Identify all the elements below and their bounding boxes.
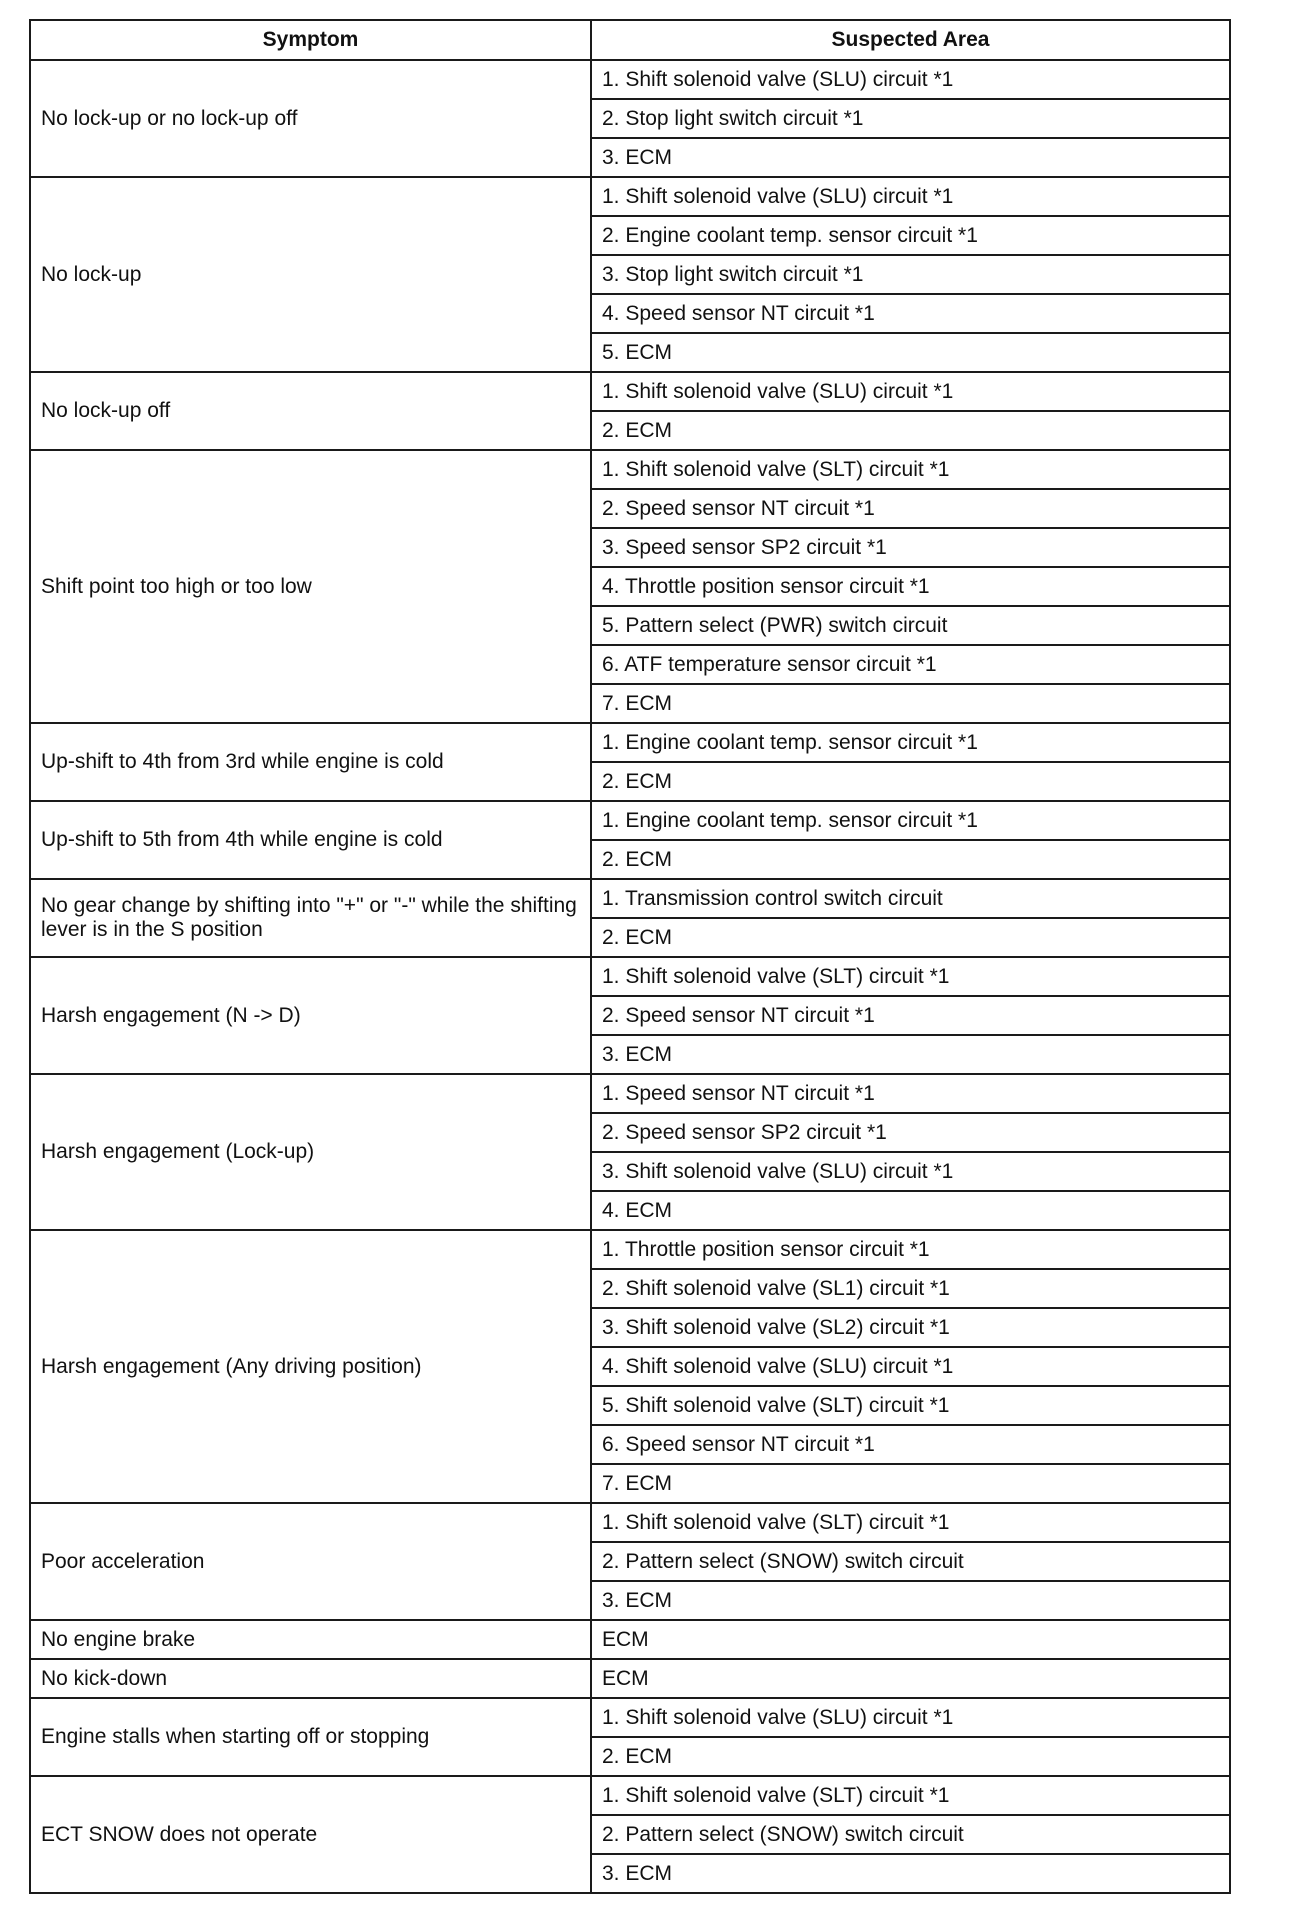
symptom-cell: No lock-up bbox=[30, 177, 591, 372]
suspected-area-cell: 1. Shift solenoid valve (SLU) circuit *1 bbox=[591, 1698, 1230, 1737]
suspected-area-cell: 2. ECM bbox=[591, 762, 1230, 801]
table-row bbox=[30, 1230, 1230, 1269]
table-row bbox=[30, 1698, 1230, 1737]
header-row bbox=[30, 20, 1230, 60]
suspected-area-cell: 2. ECM bbox=[591, 918, 1230, 957]
suspected-area-cell: 7. ECM bbox=[591, 684, 1230, 723]
symptom-header: Symptom bbox=[30, 20, 591, 60]
table-body bbox=[30, 60, 1230, 1893]
suspected-area-cell: 2. ECM bbox=[591, 1737, 1230, 1776]
symptom-cell: Up-shift to 5th from 4th while engine is cold bbox=[30, 801, 591, 879]
table-row bbox=[30, 177, 1230, 216]
suspected-area-cell: 1. Shift solenoid valve (SLU) circuit *1 bbox=[591, 372, 1230, 411]
suspected-area-cell: 3. ECM bbox=[591, 138, 1230, 177]
suspected-area-cell: 4. Throttle position sensor circuit *1 bbox=[591, 567, 1230, 606]
suspected-area-cell: ECM bbox=[591, 1659, 1230, 1698]
suspected-area-cell: 2. Pattern select (SNOW) switch circuit bbox=[591, 1542, 1230, 1581]
table-row bbox=[30, 60, 1230, 99]
symptom-cell: No lock-up or no lock-up off bbox=[30, 60, 591, 177]
symptom-cell: Engine stalls when starting off or stopping bbox=[30, 1698, 591, 1776]
symptom-cell: ECT SNOW does not operate bbox=[30, 1776, 591, 1893]
symptom-cell: Harsh engagement (Any driving position) bbox=[30, 1230, 591, 1503]
suspected-area-cell: 2. Engine coolant temp. sensor circuit *1 bbox=[591, 216, 1230, 255]
suspected-area-cell: 3. Shift solenoid valve (SLU) circuit *1 bbox=[591, 1152, 1230, 1191]
suspected-area-cell: 2. Speed sensor NT circuit *1 bbox=[591, 489, 1230, 528]
suspected-area-cell: 2. Pattern select (SNOW) switch circuit bbox=[591, 1815, 1230, 1854]
table-row bbox=[30, 801, 1230, 840]
suspected-area-cell: 1. Shift solenoid valve (SLU) circuit *1 bbox=[591, 177, 1230, 216]
symptom-cell: Harsh engagement (Lock-up) bbox=[30, 1074, 591, 1230]
symptom-cell: No engine brake bbox=[30, 1620, 591, 1659]
suspected-area-cell: 3. Stop light switch circuit *1 bbox=[591, 255, 1230, 294]
symptom-table bbox=[29, 19, 1231, 1894]
table-row bbox=[30, 957, 1230, 996]
suspected-area-cell: 2. Speed sensor NT circuit *1 bbox=[591, 996, 1230, 1035]
table-row bbox=[30, 1503, 1230, 1542]
table-row bbox=[30, 372, 1230, 411]
suspected-area-cell: 6. ATF temperature sensor circuit *1 bbox=[591, 645, 1230, 684]
suspected-area-cell: 3. Shift solenoid valve (SL2) circuit *1 bbox=[591, 1308, 1230, 1347]
suspected-area-cell: 4. ECM bbox=[591, 1191, 1230, 1230]
table-row bbox=[30, 879, 1230, 918]
table-row bbox=[30, 723, 1230, 762]
symptom-cell: Up-shift to 4th from 3rd while engine is cold bbox=[30, 723, 591, 801]
symptom-cell: Shift point too high or too low bbox=[30, 450, 591, 723]
suspected-area-cell: 1. Shift solenoid valve (SLU) circuit *1 bbox=[591, 60, 1230, 99]
suspected-area-cell: 3. Speed sensor SP2 circuit *1 bbox=[591, 528, 1230, 567]
table-row bbox=[30, 1620, 1230, 1659]
suspected-area-cell: 1. Throttle position sensor circuit *1 bbox=[591, 1230, 1230, 1269]
suspected-area-cell: 1. Shift solenoid valve (SLT) circuit *1 bbox=[591, 1503, 1230, 1542]
suspected-area-cell: 2. ECM bbox=[591, 840, 1230, 879]
suspected-area-cell: 2. Stop light switch circuit *1 bbox=[591, 99, 1230, 138]
suspected-area-cell: 3. ECM bbox=[591, 1854, 1230, 1893]
suspected-area-cell: 5. ECM bbox=[591, 333, 1230, 372]
suspected-area-cell: 6. Speed sensor NT circuit *1 bbox=[591, 1425, 1230, 1464]
suspected-area-cell: ECM bbox=[591, 1620, 1230, 1659]
table-row bbox=[30, 1776, 1230, 1815]
suspected-area-cell: 7. ECM bbox=[591, 1464, 1230, 1503]
suspected-area-cell: 5. Pattern select (PWR) switch circuit bbox=[591, 606, 1230, 645]
suspected-area-cell: 3. ECM bbox=[591, 1581, 1230, 1620]
suspected-area-header: Suspected Area bbox=[591, 20, 1230, 60]
suspected-area-cell: 2. Shift solenoid valve (SL1) circuit *1 bbox=[591, 1269, 1230, 1308]
suspected-area-cell: 1. Shift solenoid valve (SLT) circuit *1 bbox=[591, 450, 1230, 489]
table-row bbox=[30, 1659, 1230, 1698]
suspected-area-cell: 1. Shift solenoid valve (SLT) circuit *1 bbox=[591, 1776, 1230, 1815]
symptom-cell: No kick-down bbox=[30, 1659, 591, 1698]
suspected-area-cell: 1. Shift solenoid valve (SLT) circuit *1 bbox=[591, 957, 1230, 996]
symptom-cell: No lock-up off bbox=[30, 372, 591, 450]
suspected-area-cell: 2. ECM bbox=[591, 411, 1230, 450]
suspected-area-cell: 2. Speed sensor SP2 circuit *1 bbox=[591, 1113, 1230, 1152]
table-row bbox=[30, 450, 1230, 489]
symptom-cell: Harsh engagement (N -> D) bbox=[30, 957, 591, 1074]
suspected-area-cell: 4. Speed sensor NT circuit *1 bbox=[591, 294, 1230, 333]
symptom-cell: No gear change by shifting into "+" or "-" while the shifting lever is in the S position bbox=[30, 879, 591, 957]
suspected-area-cell: 1. Engine coolant temp. sensor circuit *1 bbox=[591, 723, 1230, 762]
suspected-area-cell: 1. Speed sensor NT circuit *1 bbox=[591, 1074, 1230, 1113]
suspected-area-cell: 1. Engine coolant temp. sensor circuit *1 bbox=[591, 801, 1230, 840]
suspected-area-cell: 3. ECM bbox=[591, 1035, 1230, 1074]
table-row bbox=[30, 1074, 1230, 1113]
suspected-area-cell: 5. Shift solenoid valve (SLT) circuit *1 bbox=[591, 1386, 1230, 1425]
symptom-cell: Poor acceleration bbox=[30, 1503, 591, 1620]
suspected-area-cell: 1. Transmission control switch circuit bbox=[591, 879, 1230, 918]
suspected-area-cell: 4. Shift solenoid valve (SLU) circuit *1 bbox=[591, 1347, 1230, 1386]
